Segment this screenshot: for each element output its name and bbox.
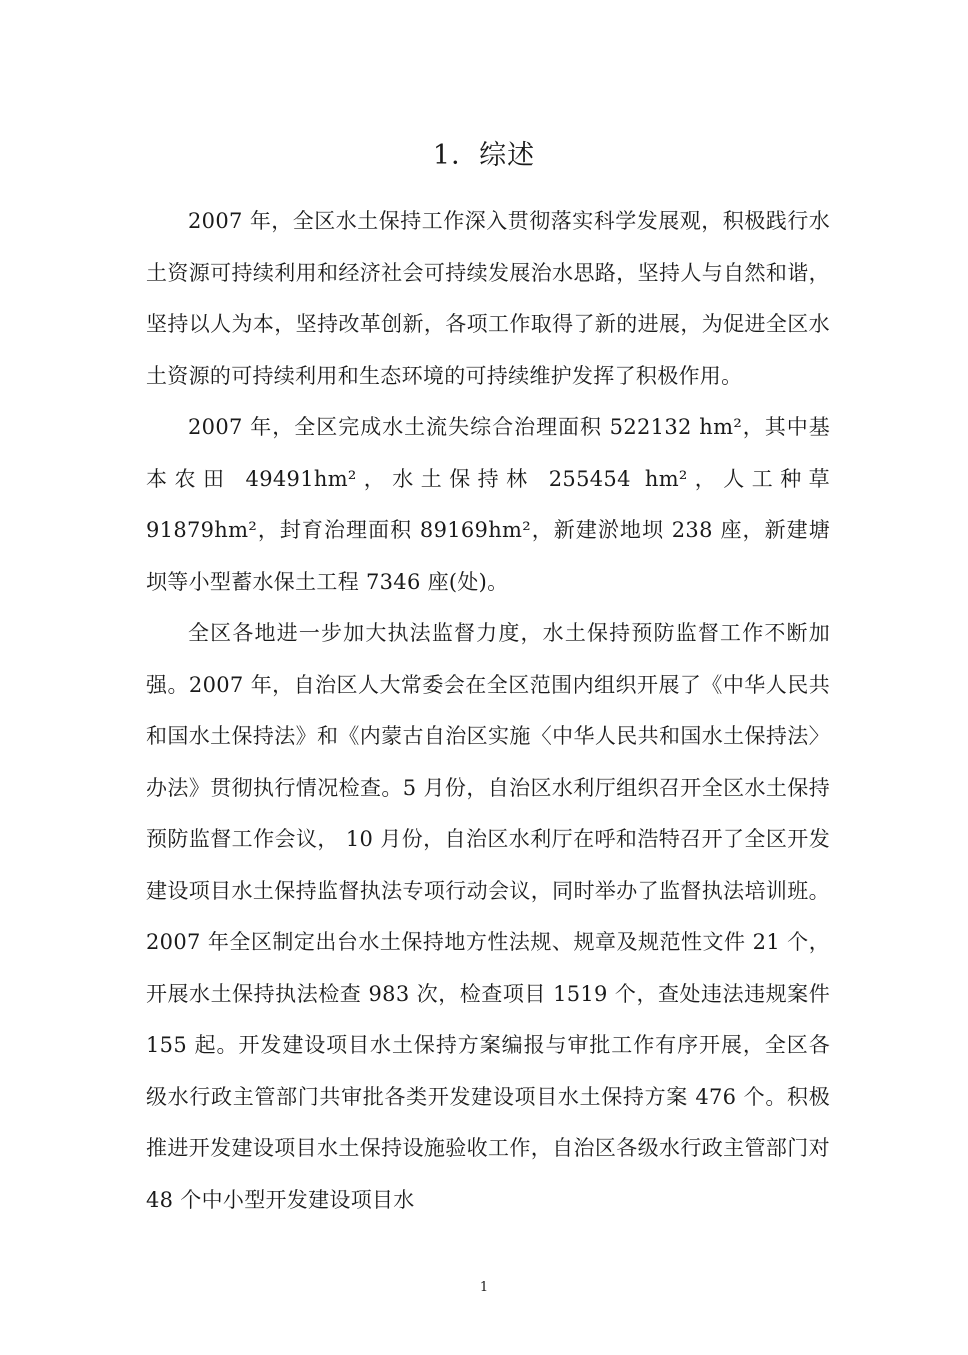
body-text [146, 196, 830, 1226]
paragraph-law-enforcement: 全区各地进一步加大执法监督力度，水土保持预防监督工作不断加强。2007 年，自治区人大常委会在全区范围内组织开展了《中华人民共和国水土保持法》和《内蒙古自治区实施〈中华人民共和国水土保持法〉办法》贯彻执行情况检查。5 月份，自治区水利厅组织召开全区水土保持预防监督工作会议， 10 月份，自治区水利厅在呼和浩特召开了全区开发建设项目水土保持监督执法专项行动会议，同时举办了监督执法培训班。2007 年全区制定出台水土保持地方性法规、规章及规范性文件 21 个，开展水土保持执法检查 983 次，检查项目 1519 个，查处违法违规案件 155 起。开发建设项目水土保持方案编报与审批工作有序开展，全区各级水行政主管部门共审批各类开发建设项目水土保持方案 476 个。积极推进开发建设项目水土保持设施验收工作，自治区各级水行政主管部门对 48 个中小型开发建设项目水 [146, 621, 830, 1212]
section-title: 1．综述 [432, 140, 536, 171]
page-number: 1 [479, 1280, 489, 1295]
paragraph-overview: 2007 年，全区水土保持工作深入贯彻落实科学发展观，积极践行水土资源可持续利用和经济社会可持续发展治水思路，坚持人与自然和谐，坚持以人为本，坚持改革创新，各项工作取得了新的进展，为促进全区水土资源的可持续利用和生态环境的可持续维护发挥了积极作用。 [146, 209, 830, 388]
paragraph-governance-area: 2007 年，全区完成水土流失综合治理面积 522132 hm²，其中基本农田 49491hm²，水土保持林 255454 hm²，人工种草 91879hm²，封育治理面积 89169hm²，新建淤地坝 238 座，新建塘坝等小型蓄水保土工程 7346 座(处)。 [146, 415, 830, 594]
